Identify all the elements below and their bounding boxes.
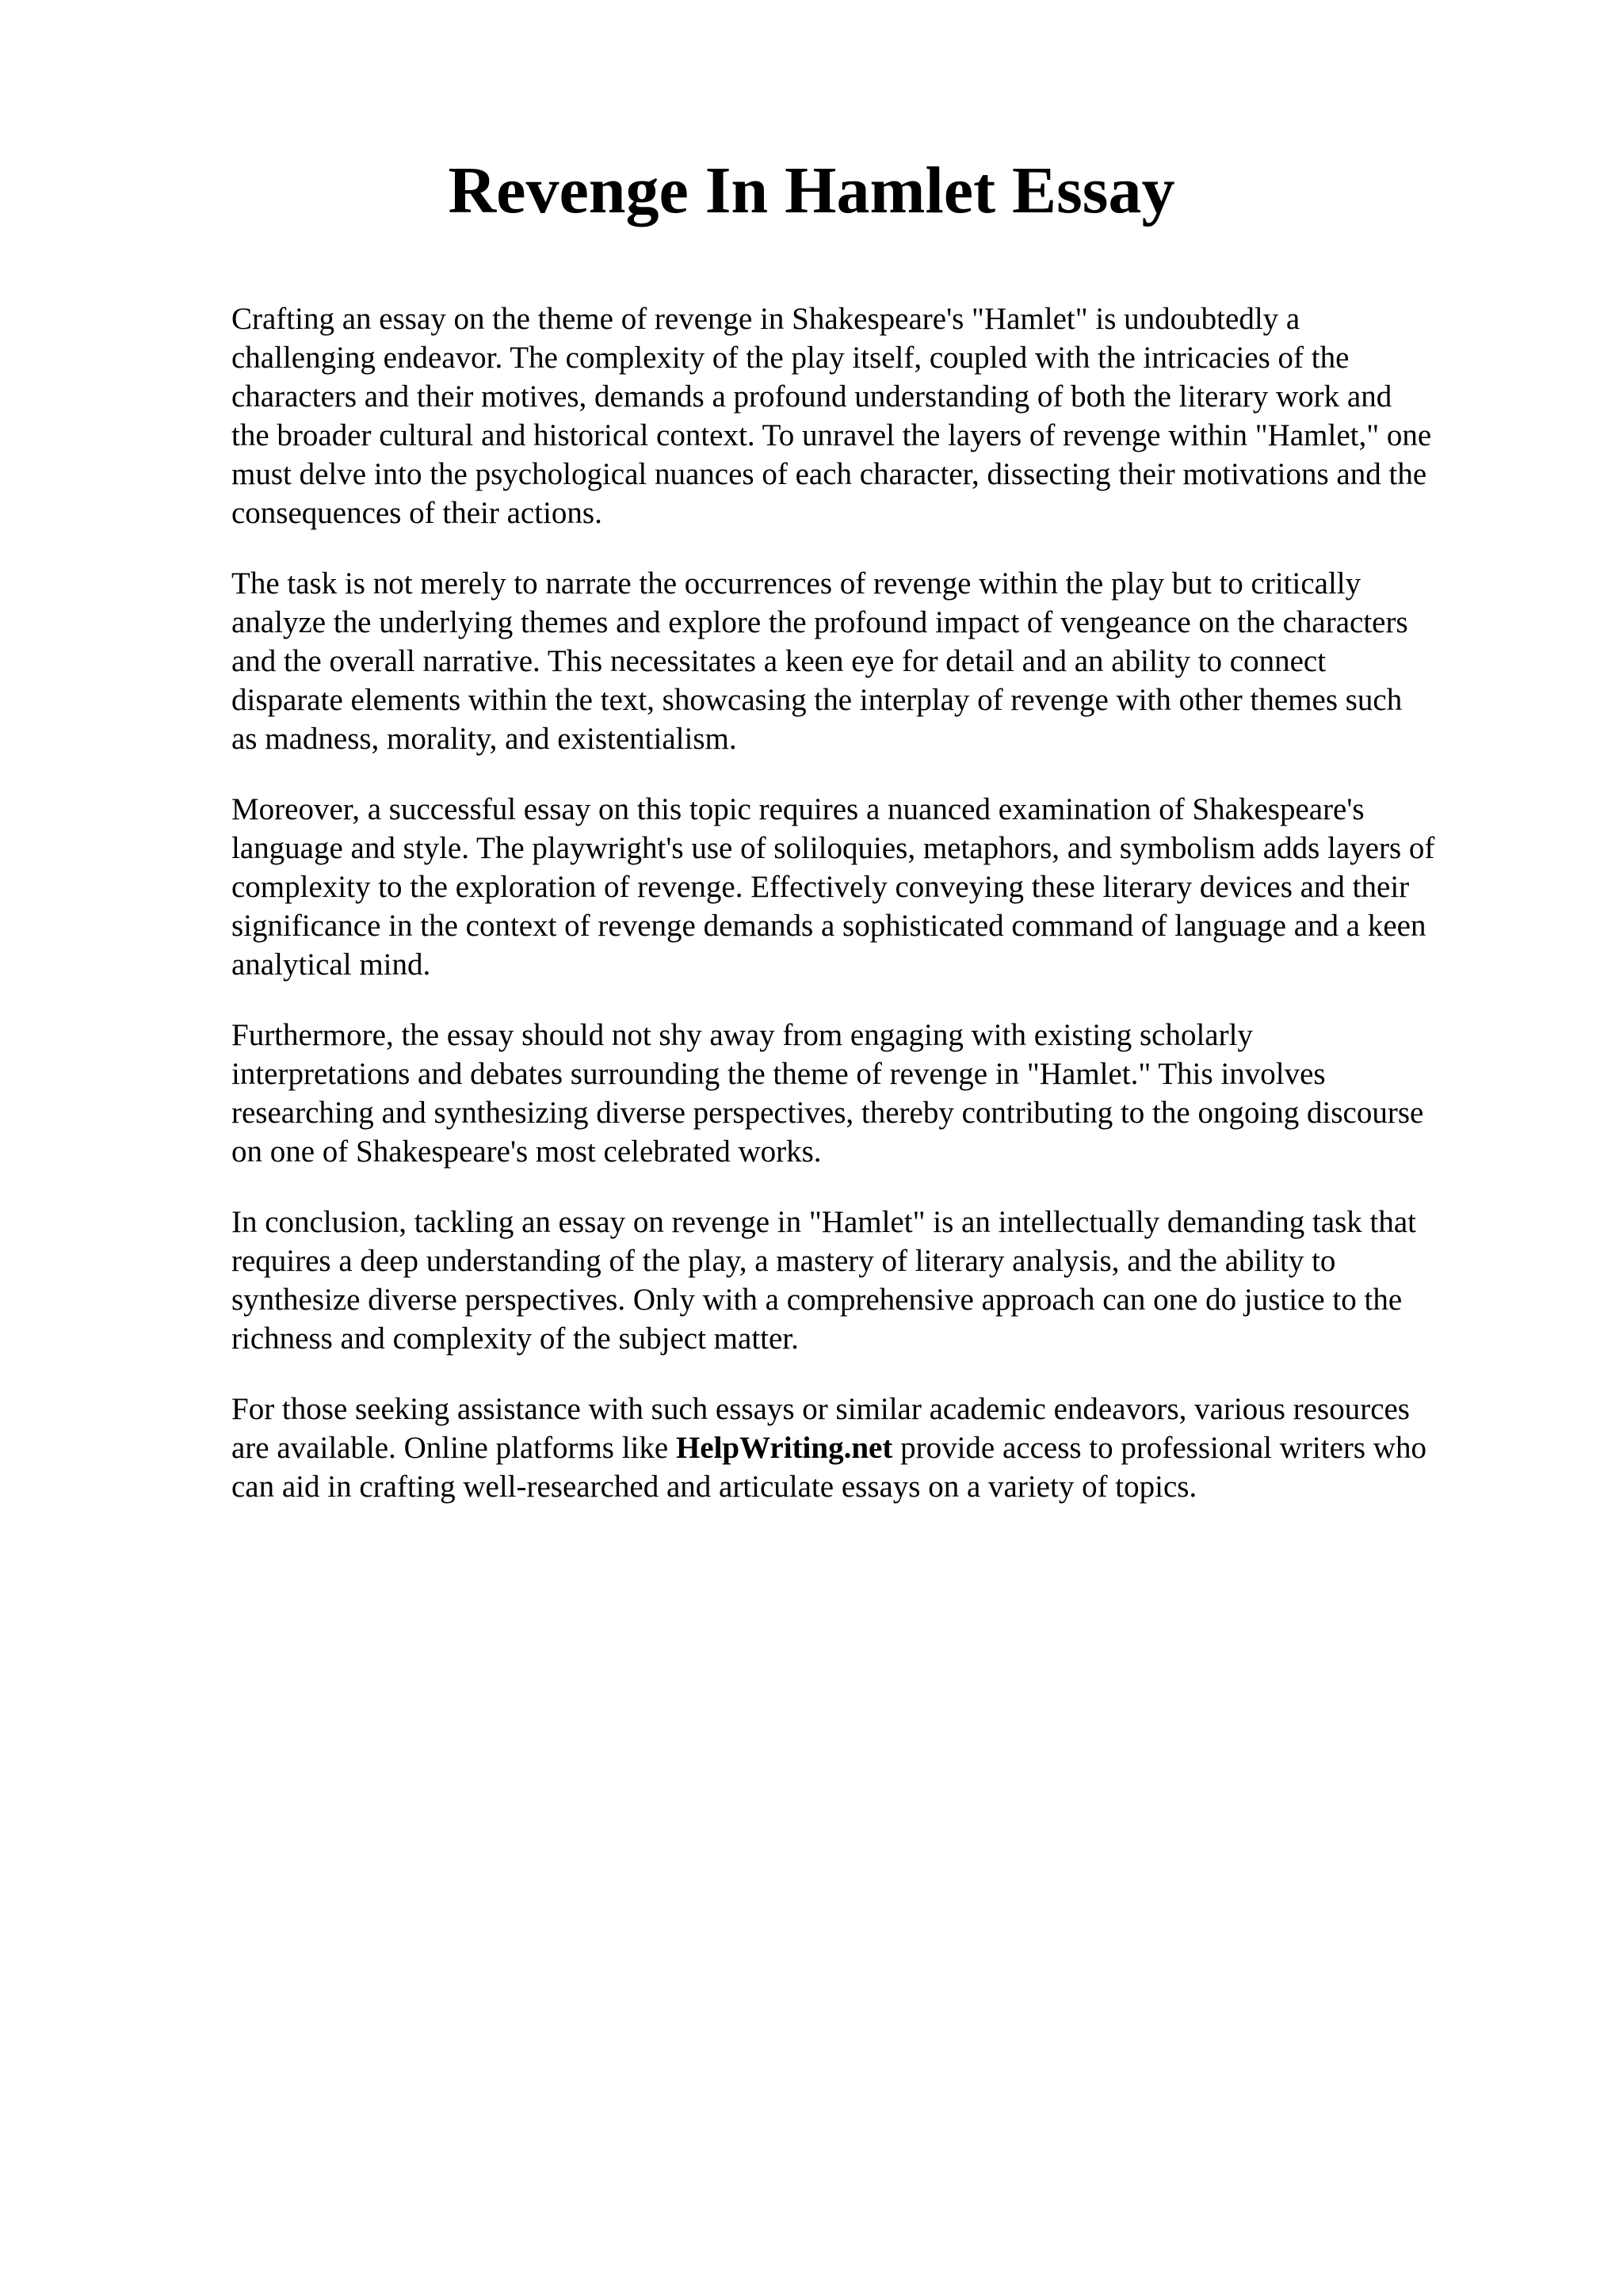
text-line: must delve into the psychological nuances of each character, dissecting their motivations and the: [231, 457, 1427, 491]
text-line: analyze the underlying themes and explore the profound impact of vengeance on the characters: [231, 605, 1408, 639]
text-line: characters and their motives, demands a profound understanding of both the literary work and: [231, 379, 1392, 414]
text-line: Crafting an essay on the theme of revenge in Shakespeare's "Hamlet" is undoubtedly a: [231, 302, 1300, 336]
text-segment: provide access to professional writers who: [892, 1431, 1426, 1465]
text-line: challenging endeavor. The complexity of the play itself, coupled with the intricacies of the: [231, 341, 1350, 375]
document-title: Revenge In Hamlet Essay: [448, 154, 1175, 227]
essay-body: [231, 299, 1531, 1538]
text-line: [231, 1428, 1531, 1467]
paragraph-4: [231, 1016, 1531, 1171]
text-line: Furthermore, the essay should not shy away from engaging with existing scholarly: [231, 1018, 1253, 1052]
text-line: synthesize diverse perspectives. Only with a comprehensive approach can one do justice to the: [231, 1283, 1403, 1317]
paragraph-2: [231, 564, 1531, 758]
text-line: Moreover, a successful essay on this topic requires a nuanced examination of Shakespeare's: [231, 792, 1365, 826]
text-line: significance in the context of revenge demands a sophisticated command of language and a keen: [231, 909, 1426, 943]
paragraph-3: [231, 790, 1531, 984]
text-line: requires a deep understanding of the play, a mastery of literary analysis, and the ability to: [231, 1244, 1336, 1278]
paragraph-closing: [231, 1390, 1531, 1506]
text-line: consequences of their actions.: [231, 496, 602, 530]
text-line: interpretations and debates surrounding the theme of revenge in "Hamlet." This involves: [231, 1057, 1326, 1091]
text-line: can aid in crafting well-researched and articulate essays on a variety of topics.: [231, 1470, 1197, 1504]
paragraph-5: [231, 1203, 1531, 1358]
text-line: analytical mind.: [231, 948, 431, 982]
paragraph-1: [231, 299, 1531, 532]
text-line: the broader cultural and historical context. To unravel the layers of revenge within "Hamlet," one: [231, 418, 1432, 452]
text-line: disparate elements within the text, showcasing the interplay of revenge with other themes such: [231, 683, 1403, 717]
text-line: richness and complexity of the subject matter.: [231, 1322, 799, 1356]
text-line: For those seeking assistance with such essays or similar academic endeavors, various resources: [231, 1392, 1410, 1426]
text-line: on one of Shakespeare's most celebrated works.: [231, 1135, 822, 1169]
text-line: language and style. The playwright's use of soliloquies, metaphors, and symbolism adds layers of: [231, 831, 1435, 865]
text-line: complexity to the exploration of revenge. Effectively conveying these literary devices and their: [231, 870, 1410, 904]
helpwriting-link[interactable]: HelpWriting.net: [675, 1431, 893, 1465]
text-line: researching and synthesizing diverse perspectives, thereby contributing to the ongoing discourse: [231, 1096, 1424, 1130]
text-segment: are available. Online platforms like: [231, 1431, 676, 1465]
text-line: In conclusion, tackling an essay on revenge in "Hamlet" is an intellectually demanding task that: [231, 1205, 1417, 1239]
text-line: as madness, morality, and existentialism.: [231, 722, 737, 756]
text-line: The task is not merely to narrate the occurrences of revenge within the play but to critically: [231, 566, 1361, 601]
text-line: and the overall narrative. This necessitates a keen eye for detail and an ability to connect: [231, 644, 1327, 678]
